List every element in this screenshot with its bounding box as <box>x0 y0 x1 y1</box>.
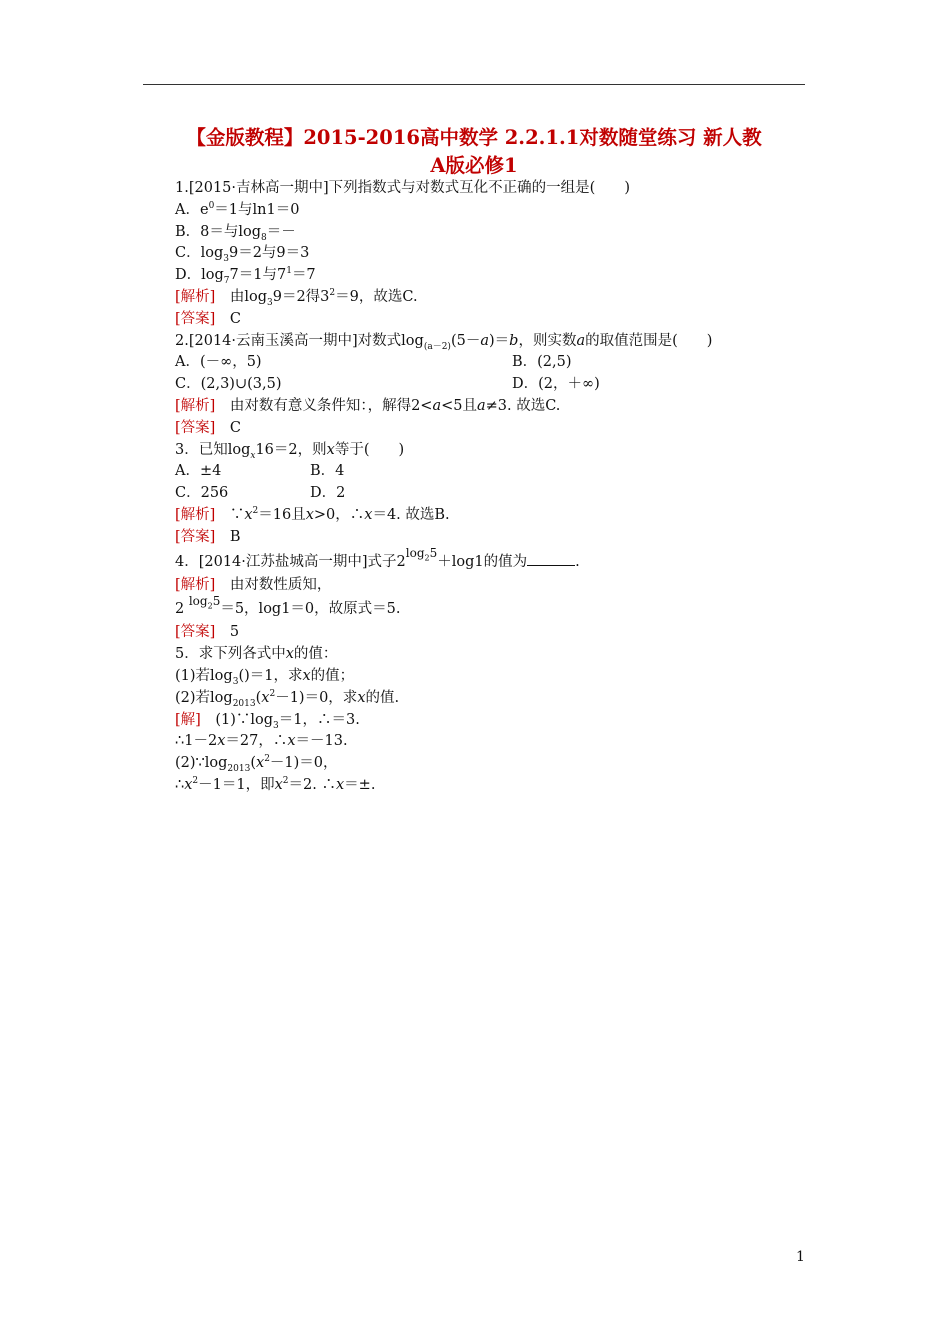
document-body <box>175 178 815 797</box>
options-3ab: A．±4 B．4 <box>175 463 345 480</box>
question-5-part2: (2)若$\log_{2013}(x^2-1)=0$，求x的值. <box>175 688 400 709</box>
header-rule <box>143 84 805 85</box>
options-2ab: A．(－∞，5) B．(2,5) <box>175 354 572 371</box>
solution-5-line1: [解] $(1)\because\log_3=1$，∴＝3. <box>175 711 360 731</box>
option-1b: B．8＝与$\log_8=-$ <box>175 223 296 243</box>
analysis-3: [解析] $\because x^2=16$且x>0，∴x＝4. 故选B. <box>175 506 450 523</box>
page-number: 1 <box>796 1249 805 1265</box>
question-2: 2.[2014·云南玉溪高一期中]对数式$\log_{(a-2)}(5-a)=b$，则实数a的取值范围是( ) <box>175 332 713 352</box>
solution-tag: [解] <box>175 711 201 728</box>
option-1c: C．$\log_39=2$与9＝3 <box>175 245 310 265</box>
answer-4: [答案] 5 <box>175 624 240 641</box>
question-3: 3．已知$\log_x16=2$，则x等于( ) <box>175 441 405 461</box>
answer-3: [答案] B <box>175 528 241 545</box>
question-5: 5．求下列各式中x的值： <box>175 646 338 663</box>
options-3cd: C．256 D．2 <box>175 485 346 502</box>
question-4: 4．[2014·江苏盐城高一期中]式子$2^{log_25}+\log 1$的值为 . <box>175 545 580 570</box>
analysis-tag: [解析] <box>175 288 216 305</box>
option-1a: A．$e^0=1$与ln1＝0 <box>175 200 300 218</box>
answer-blank <box>527 551 575 566</box>
option-1d: D．$\log_77=1$与$7^1=7$ <box>175 266 316 287</box>
answer-2: [答案] C <box>175 419 241 436</box>
analysis-4-result: 2 $^{log_25}$＝5，log1＝0，故原式＝5. <box>175 593 401 618</box>
document-title-line2: A版必修1 <box>430 154 518 177</box>
question-5-part1: (1)若$\log_3()=1$，求x的值； <box>175 667 355 687</box>
solution-5-line3: $(2)\because\log_{2013}(x^2-1)=0$， <box>175 754 338 775</box>
analysis-1: [解析] 由$\log_39=2$得$3^2=9$，故选C. <box>175 288 418 308</box>
answer-tag: [答案] <box>175 310 216 327</box>
options-2cd: C．(2,3)∪(3,5) D．(2，＋∞) <box>175 376 600 393</box>
question-1: 1.[2015·吉林高一期中]下列指数式与对数式互化不正确的一组是( ) <box>175 180 630 196</box>
analysis-4: [解析] 由对数性质知， <box>175 576 332 593</box>
document-title-line1: 【金版教程】2015-2016高中数学 2.2.1.1对数随堂练习 新人教 <box>186 126 762 149</box>
solution-5-line2: ∴1－2x＝27，∴x＝－13. <box>175 733 348 750</box>
analysis-2: [解析] 由对数有意义条件知：，解得2<a<5且a≠3. 故选C. <box>175 397 561 414</box>
answer-1: [答案] C <box>175 310 241 327</box>
solution-5-line4: $\therefore x^2-1=1$，即$x^2=2$. ∴x＝±. <box>175 776 376 793</box>
